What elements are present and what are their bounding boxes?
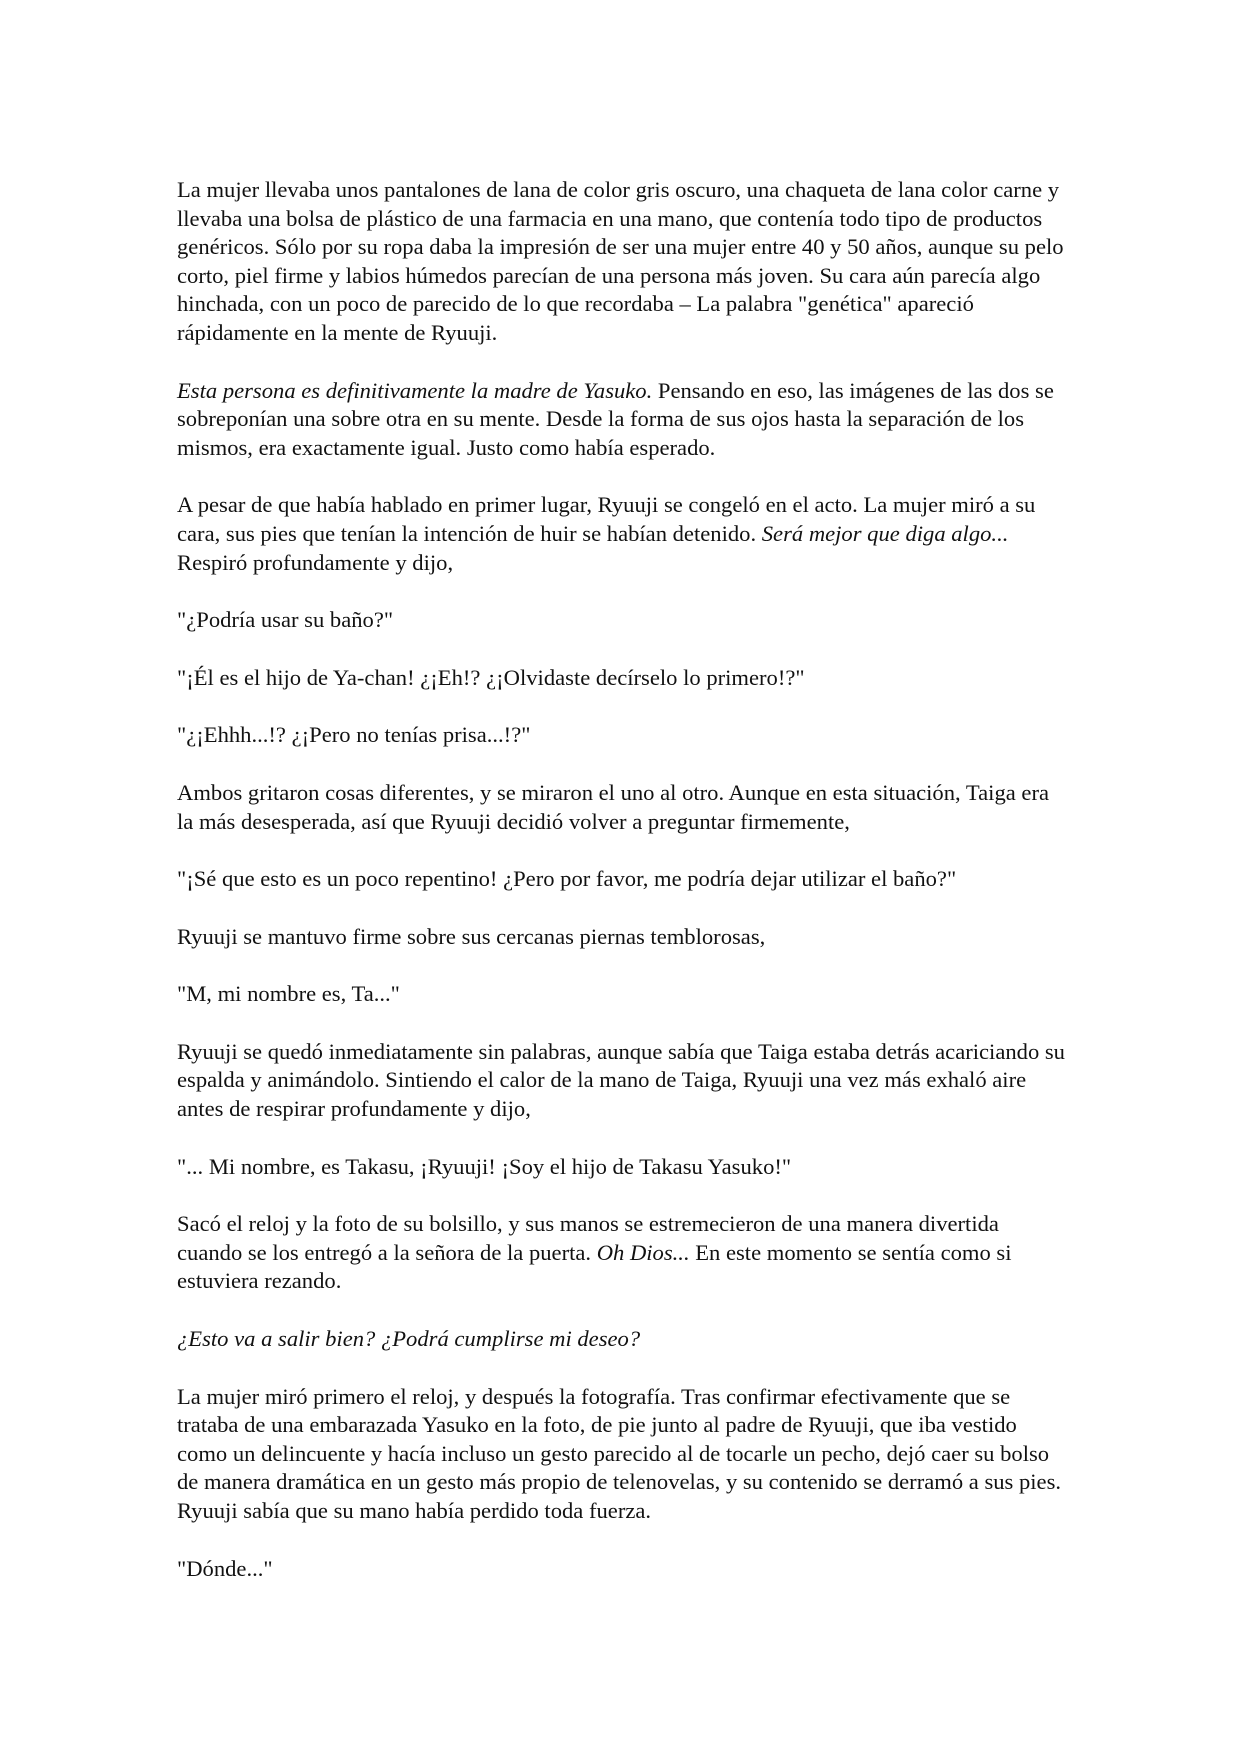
text-run: La mujer llevaba unos pantalones de lana de color gris oscuro, una chaqueta de lana color carne y llevaba una bolsa de plástico de una farmacia en una mano, que contenía todo tipo de productos genéricos. Sólo por su ropa daba la impresión de ser una mujer entre 40 y 50 años, aunque su pelo corto, piel firme y labios húmedos parecían de una persona más joven. Su cara aún parecía algo hinchada, con un poco de parecido de lo que recordaba – La palabra "genética" apareció rápidamente en la mente de Ryuuji. [177,177,1064,345]
paragraph [177,491,1067,577]
paragraph [177,1038,1067,1124]
text-run: Ryuuji se quedó inmediatamente sin palabras, aunque sabía que Taiga estaba detrás acariciando su espalda y animándolo. Sintiendo el calor de la mano de Taiga, Ryuuji una vez más exhaló aire antes de respirar profundamente y dijo, [177,1038,1065,1122]
text-run: "¿Podría usar su baño?" [177,607,394,633]
text-run: "¡Sé que esto es un poco repentino! ¿Pero por favor, me podría dejar utilizar el baño?" [177,866,957,892]
paragraph [177,176,1067,348]
italic-text-run: ¿Esto va a salir bien? ¿Podrá cumplirse mi deseo? [177,1326,641,1352]
italic-text-run: Será mejor que diga algo... [761,520,1009,546]
text-run: "... Mi nombre, es Takasu, ¡Ryuuji! ¡Soy el hijo de Takasu Yasuko!" [177,1153,792,1179]
paragraph [177,1210,1067,1296]
paragraph [177,923,1067,952]
text-run: Ryuuji se mantuvo firme sobre sus cercanas piernas temblorosas, [177,923,766,949]
dialogue-line [177,1555,1067,1584]
dialogue-line [177,721,1067,750]
italic-text-run: Esta persona es definitivamente la madre de Yasuko. [177,377,653,403]
dialogue-line [177,664,1067,693]
text-run: "¿¡Ehhh...!? ¿¡Pero no tenías prisa...!?" [177,722,531,748]
text-run: En este momento se sentía como si estuviera rezando. [177,1239,1012,1294]
dialogue-line [177,1153,1067,1182]
paragraph [177,377,1067,463]
text-run: A pesar de que había hablado en primer lugar, Ryuuji se congeló en el acto. La mujer miró a su cara, sus pies que tenían la intención de huir se habían detenido. [177,492,1036,546]
paragraph [177,779,1067,836]
dialogue-line [177,865,1067,894]
text-run: "M, mi nombre es, Ta..." [177,981,400,1007]
page-body-text [177,176,1067,1583]
text-run: "Dónde..." [177,1555,273,1581]
text-run: "¡Él es el hijo de Ya-chan! ¿¡Eh!? ¿¡Olvidaste decírselo lo primero!?" [177,664,805,690]
inner-thought-line [177,1325,1067,1354]
dialogue-line [177,980,1067,1009]
italic-text-run: Oh Dios... [596,1239,690,1265]
text-run: La mujer miró primero el reloj, y después la fotografía. Tras confirmar efectivamente que se trataba de una embarazada Yasuko en la foto, de pie junto al padre de Ryuuji, que iba vestido como un delincuente y hacía incluso un gesto parecido al de tocarle un pecho, dejó caer su bolso de manera dramática en un gesto más propio de telenovelas, y su contenido se derramó a sus pies. Ryuuji sabía que su mano había perdido toda fuerza. [177,1383,1062,1523]
paragraph [177,1383,1067,1526]
text-run: Respiró profundamente y dijo, [177,549,454,575]
text-run: Pensando en eso, las imágenes de las dos se sobreponían una sobre otra en su mente. Desde la forma de sus ojos hasta la separación de los mismos, era exactamente igual. Justo como había esperado. [177,377,1054,460]
text-run: Sacó el reloj y la foto de su bolsillo, y sus manos se estremecieron de una manera divertida cuando se los entregó a la señora de la puerta. [177,1211,999,1265]
text-run: Ambos gritaron cosas diferentes, y se miraron el uno al otro. Aunque en esta situación, Taiga era la más desesperada, así que Ryuuji decidió volver a preguntar firmemente, [177,779,1049,834]
dialogue-line [177,606,1067,635]
